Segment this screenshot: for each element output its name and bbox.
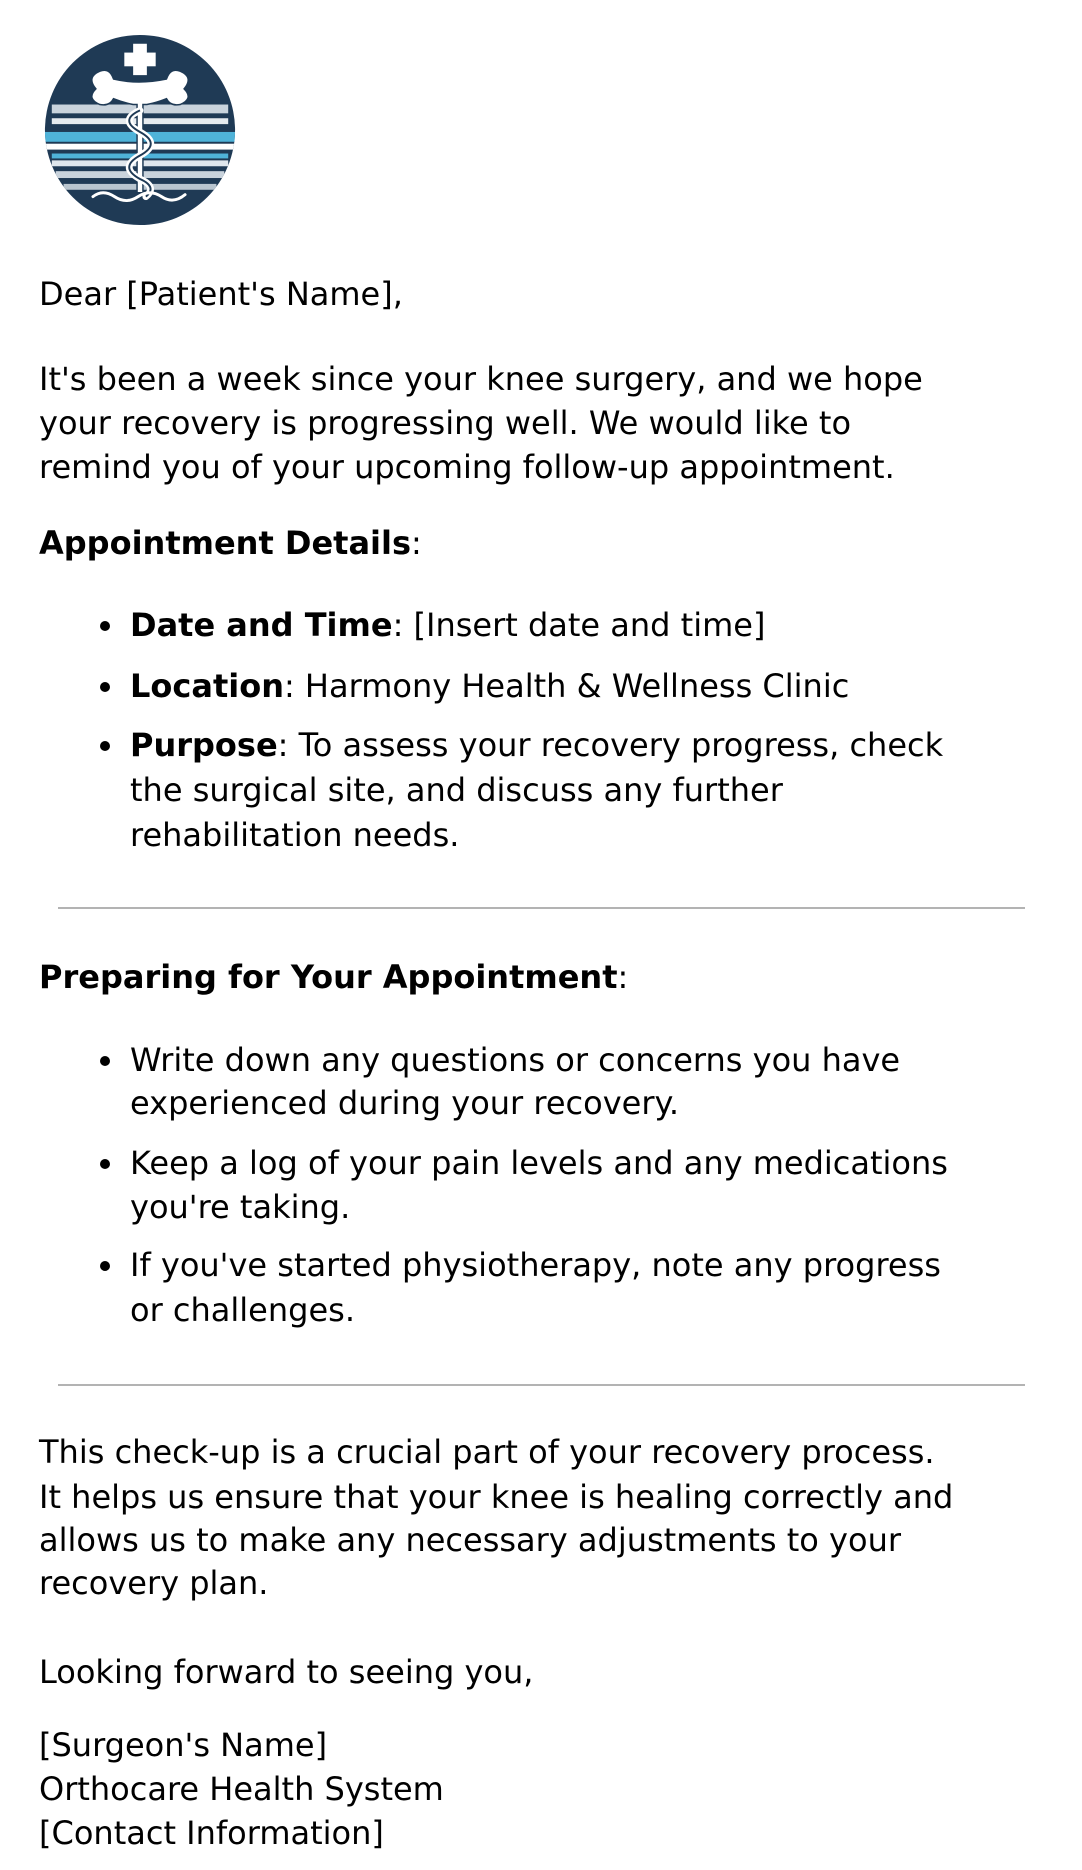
- list-item-line: [130, 603, 765, 647]
- list-item-label: Location: [130, 667, 284, 705]
- intro-line: It's been a week since your knee surgery, and we hope: [39, 360, 923, 398]
- sign-off: Looking forward to seeing you,: [39, 1653, 534, 1691]
- list-item-line: [130, 664, 849, 708]
- appointment-details-heading: [39, 521, 422, 565]
- list-item-label: Date and Time: [130, 606, 393, 644]
- list-item-value: rehabilitation needs.: [130, 816, 460, 854]
- heading-colon: :: [617, 958, 629, 996]
- list-item-value: To assess your recovery progress, check: [298, 726, 944, 764]
- appointment-details-heading-label: Appointment Details: [39, 524, 412, 562]
- bullet-icon: [100, 621, 110, 631]
- label-separator: :: [283, 667, 305, 705]
- list-item-line: experienced during your recovery.: [130, 1084, 680, 1122]
- intro-line: your recovery is progressing well. We would like to: [39, 404, 852, 442]
- preparing-heading-label: Preparing for Your Appointment: [39, 958, 618, 996]
- bullet-icon: [100, 1261, 110, 1271]
- list-item-value: Harmony Health & Wellness Clinic: [304, 667, 850, 705]
- greeting: Dear [Patient's Name],: [39, 275, 403, 313]
- closing-line: recovery plan.: [39, 1564, 269, 1602]
- bullet-icon: [100, 1159, 110, 1169]
- label-separator: :: [392, 606, 414, 644]
- intro-line: remind you of your upcoming follow-up appointment.: [39, 448, 895, 486]
- signature-contact: [Contact Information]: [39, 1814, 384, 1852]
- closing-line: This check-up is a crucial part of your recovery process.: [39, 1433, 935, 1471]
- heading-colon: :: [411, 524, 422, 562]
- signature-organization: Orthocare Health System: [39, 1770, 444, 1808]
- label-separator: :: [277, 726, 299, 764]
- list-item-line: [130, 723, 943, 767]
- list-item-line: or challenges.: [130, 1291, 355, 1329]
- bullet-icon: [100, 682, 110, 692]
- signature-name: [Surgeon's Name]: [39, 1726, 328, 1764]
- list-item-value: the surgical site, and discuss any further: [130, 771, 783, 809]
- bullet-icon: [100, 1056, 110, 1066]
- closing-line: allows us to make any necessary adjustments to your: [39, 1521, 901, 1559]
- list-item-line: Keep a log of your pain levels and any medications: [130, 1144, 948, 1182]
- preparing-heading: [39, 955, 628, 999]
- list-item-label: Purpose: [130, 726, 278, 764]
- closing-line: It helps us ensure that your knee is healing correctly and: [39, 1478, 954, 1516]
- orthopedic-caduceus-logo-icon: [42, 32, 238, 228]
- list-item-line: If you've started physiotherapy, note any progress: [130, 1246, 941, 1284]
- divider: [58, 907, 1025, 909]
- divider: [58, 1384, 1025, 1386]
- list-item-value: [Insert date and time]: [413, 606, 766, 644]
- list-item-line: you're taking.: [130, 1188, 351, 1226]
- list-item-line: Write down any questions or concerns you have: [130, 1041, 901, 1079]
- bullet-icon: [100, 741, 110, 751]
